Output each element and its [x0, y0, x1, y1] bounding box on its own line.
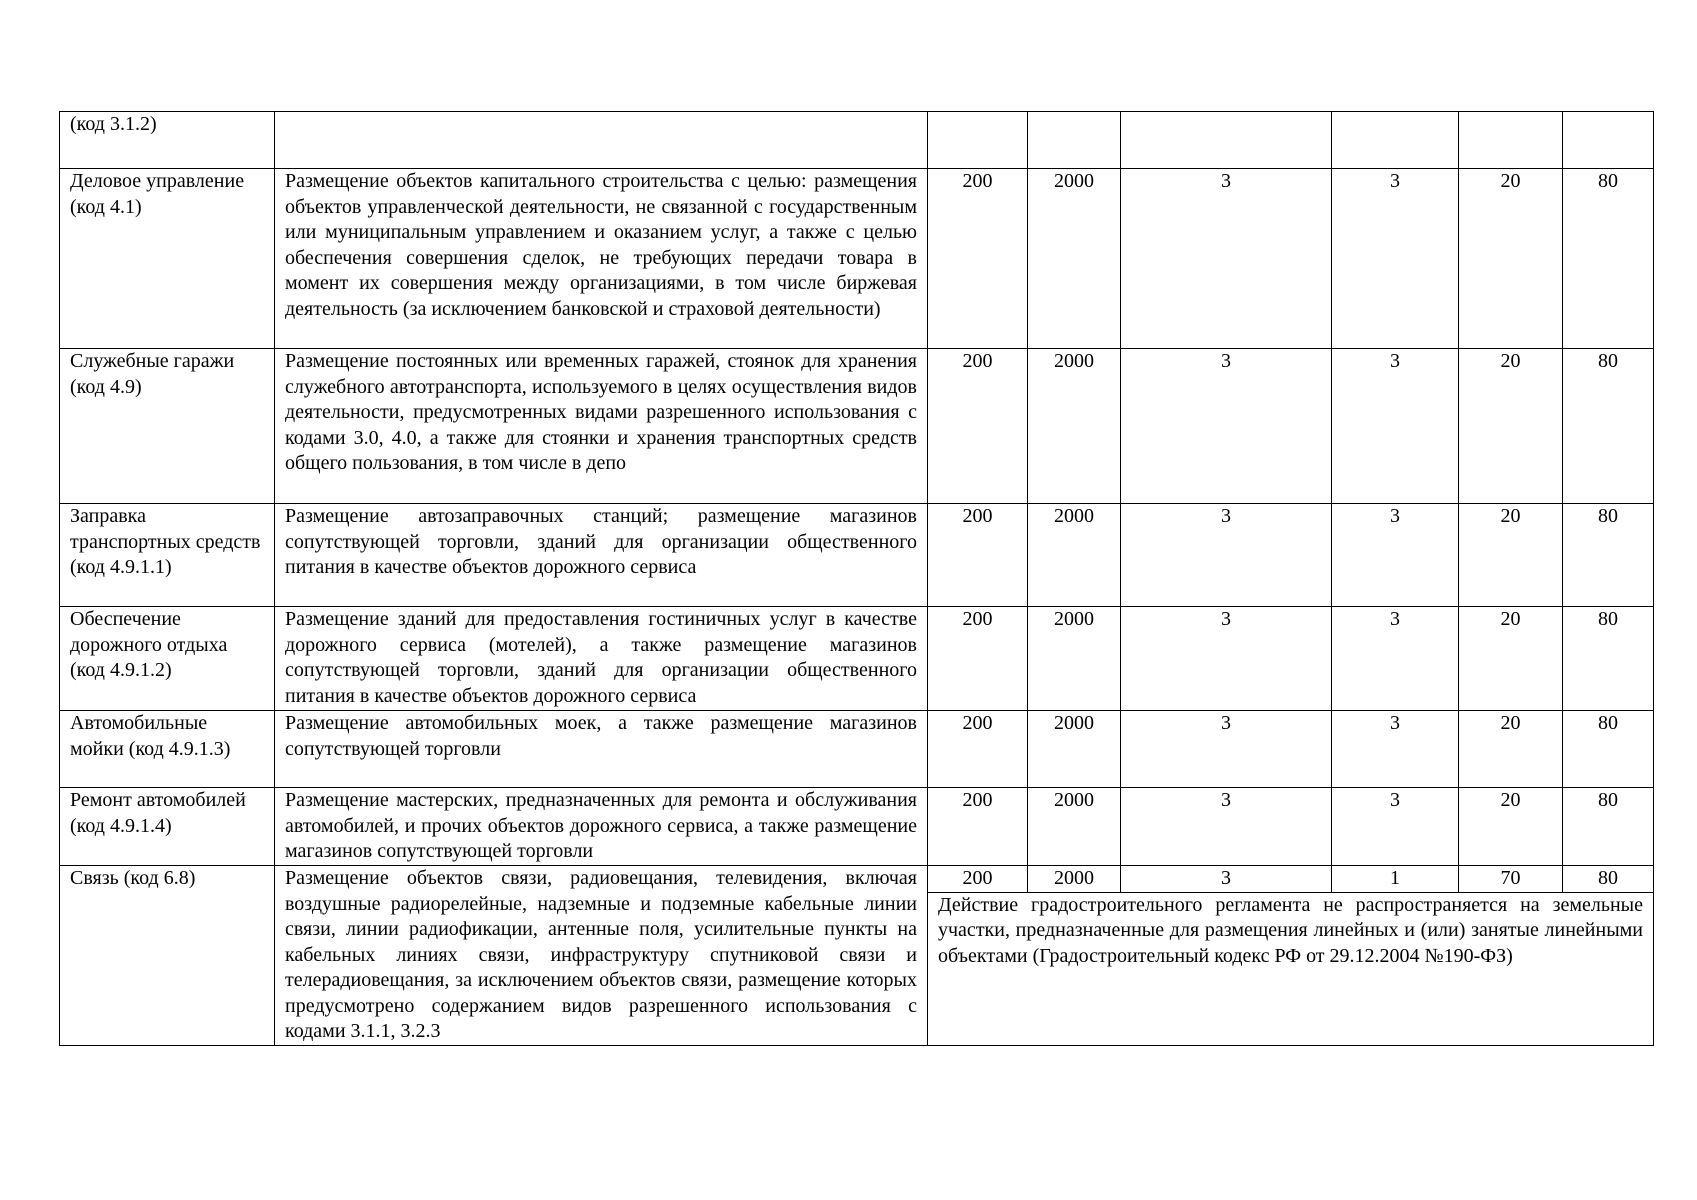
value-cell: 2000 — [1028, 607, 1121, 711]
use-type-name: Служебные гаражи (код 4.9) — [60, 349, 275, 504]
table-row — [60, 504, 1654, 607]
use-type-description: Размещение автозаправочных станций; размещение магазинов сопутствующей торговли, зданий для организации общественного питания в качестве объектов дорожного сервиса — [275, 504, 928, 607]
use-type-description: Размещение объектов связи, радиовещания, телевидения, включая воздушные радиорелейные, надземные и подземные кабельные линии связи, линии радиофикации, антенные поля, усилительные пункты на кабельных линиях связи, инфраструктуру спутниковой связи и телерадиовещания, за исключением объектов связи, размещение которых предусмотрено содержанием видов разрешенного использования с кодами 3.1.1, 3.2.3 — [275, 866, 928, 1046]
value-cell: 3 — [1121, 349, 1332, 504]
value-cell: 200 — [928, 788, 1028, 866]
value-cell: 80 — [1563, 504, 1654, 607]
use-type-description: Размещение зданий для предоставления гостиничных услуг в качестве дорожного сервиса (мотелей), а также размещение магазинов сопутствующей торговли, зданий для организации общественного питания в качестве объектов дорожного сервиса — [275, 607, 928, 711]
table-row — [60, 112, 1654, 169]
value-cell: 200 — [928, 169, 1028, 349]
value-cell: 3 — [1332, 349, 1459, 504]
value-cell: 3 — [1121, 711, 1332, 788]
value-cell: 20 — [1459, 169, 1563, 349]
value-cell: 3 — [1332, 711, 1459, 788]
use-type-description — [275, 112, 928, 169]
use-type-name: Заправка транспортных средств (код 4.9.1.1) — [60, 504, 275, 607]
use-type-name: Автомобильные мойки (код 4.9.1.3) — [60, 711, 275, 788]
value-cell: 3 — [1332, 788, 1459, 866]
value-cell: 1 — [1332, 866, 1459, 893]
value-cell: 80 — [1563, 169, 1654, 349]
table-row — [60, 607, 1654, 711]
value-cell: 200 — [928, 349, 1028, 504]
value-cell: 2000 — [1028, 866, 1121, 893]
value-cell: 200 — [928, 711, 1028, 788]
use-type-description: Размещение мастерских, предназначенных для ремонта и обслуживания автомобилей, и прочих объектов дорожного сервиса, а также размещение магазинов сопутствующей торговли — [275, 788, 928, 866]
table-row — [60, 788, 1654, 866]
value-cell: 3 — [1121, 504, 1332, 607]
value-cell: 80 — [1563, 866, 1654, 893]
use-type-name: Ремонт автомобилей (код 4.9.1.4) — [60, 788, 275, 866]
value-cell: 2000 — [1028, 169, 1121, 349]
value-cell: 20 — [1459, 711, 1563, 788]
value-cell: 20 — [1459, 504, 1563, 607]
value-cell: 2000 — [1028, 504, 1121, 607]
value-cell — [1332, 112, 1459, 169]
value-cell: 70 — [1459, 866, 1563, 893]
value-cell: 3 — [1121, 607, 1332, 711]
value-cell: 200 — [928, 607, 1028, 711]
value-cell: 200 — [928, 504, 1028, 607]
value-cell: 3 — [1121, 169, 1332, 349]
value-cell: 80 — [1563, 788, 1654, 866]
use-type-name: (код 3.1.2) — [60, 112, 275, 169]
value-cell — [1563, 112, 1654, 169]
use-type-name: Обеспечение дорожного отдыха (код 4.9.1.2) — [60, 607, 275, 711]
value-cell: 20 — [1459, 607, 1563, 711]
value-cell: 80 — [1563, 349, 1654, 504]
use-type-name: Связь (код 6.8) — [60, 866, 275, 1046]
value-cell: 3 — [1332, 504, 1459, 607]
value-cell: 3 — [1121, 788, 1332, 866]
value-cell: 3 — [1332, 607, 1459, 711]
use-type-description: Размещение объектов капитального строительства с целью: размещения объектов управленческой деятельности, не связанной с государственным или муниципальным управлением и оказанием услуг, а также с целью обеспечения совершения сделок, не требующих передачи товара в момент их совершения между организациями, в том числе биржевая деятельность (за исключением банковской и страховой деятельности) — [275, 169, 928, 349]
value-cell: 2000 — [1028, 711, 1121, 788]
value-cell: 200 — [928, 866, 1028, 893]
value-cell: 3 — [1332, 169, 1459, 349]
table-row — [60, 711, 1654, 788]
value-cell — [1121, 112, 1332, 169]
land-use-regulations-table — [59, 111, 1654, 1046]
value-cell — [1028, 112, 1121, 169]
use-type-description: Размещение автомобильных моек, а также размещение магазинов сопутствующей торговли — [275, 711, 928, 788]
regulation-note: Действие градостроительного регламента не распространяется на земельные участки, предназначенные для размещения линейных и (или) занятые линейными объектами (Градостроительный кодекс РФ от 29.12.2004 №190-ФЗ) — [928, 892, 1654, 1045]
value-cell: 2000 — [1028, 788, 1121, 866]
table-row — [60, 866, 1654, 893]
table-row — [60, 169, 1654, 349]
use-type-name: Деловое управление (код 4.1) — [60, 169, 275, 349]
table-row — [60, 349, 1654, 504]
value-cell — [928, 112, 1028, 169]
use-type-description: Размещение постоянных или временных гаражей, стоянок для хранения служебного автотранспорта, используемого в целях осуществления видов деятельности, предусмотренных видами разрешенного использования с кодами 3.0, 4.0, а также для стоянки и хранения транспортных средств общего пользования, в том числе в депо — [275, 349, 928, 504]
value-cell: 80 — [1563, 711, 1654, 788]
value-cell: 20 — [1459, 349, 1563, 504]
value-cell: 2000 — [1028, 349, 1121, 504]
value-cell — [1459, 112, 1563, 169]
value-cell: 3 — [1121, 866, 1332, 893]
value-cell: 80 — [1563, 607, 1654, 711]
value-cell: 20 — [1459, 788, 1563, 866]
